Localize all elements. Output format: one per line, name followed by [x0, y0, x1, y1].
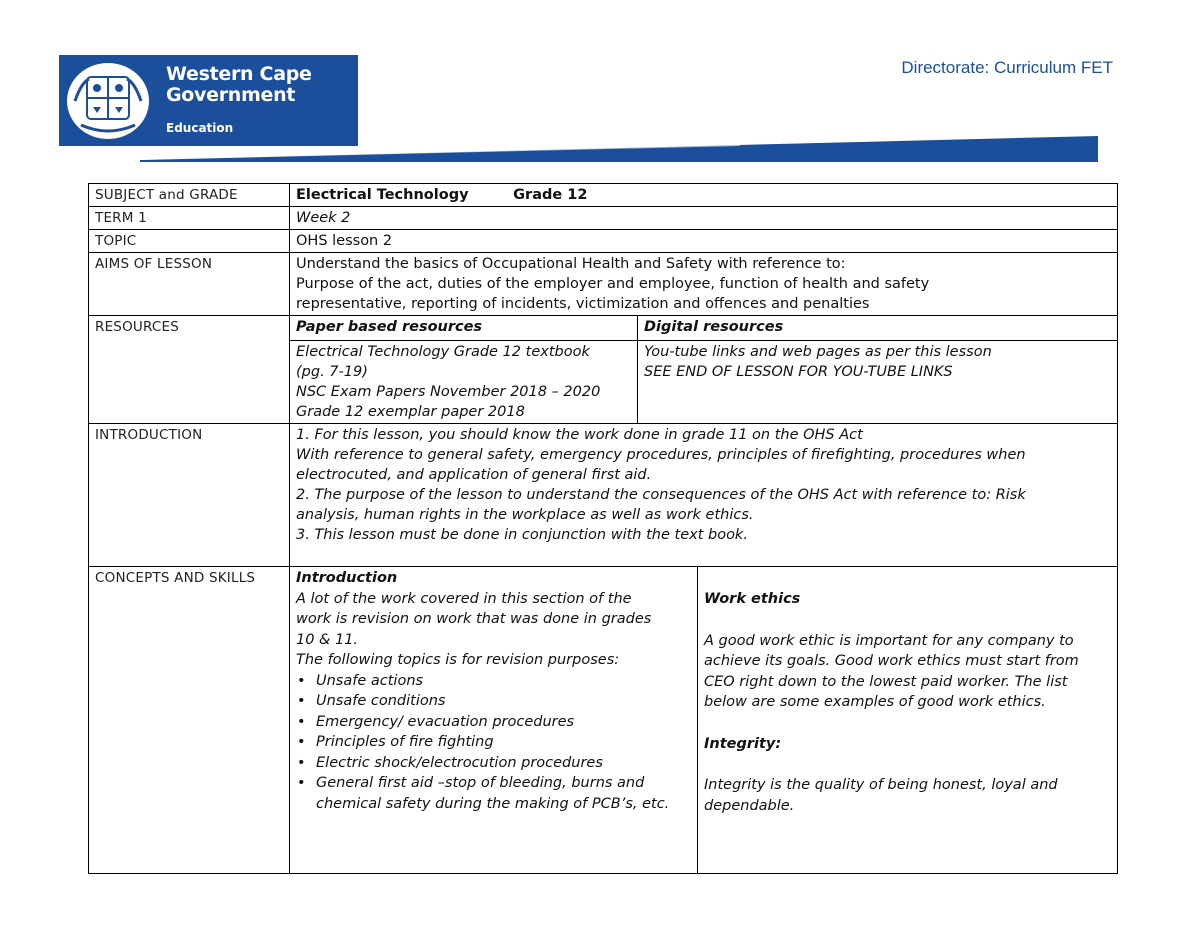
paper-resource: Electrical Technology Grade 12 textbook: [296, 344, 590, 360]
directorate-title: Directorate: Curriculum FET: [901, 58, 1113, 77]
intro-line: electrocuted, and application of general first aid.: [296, 467, 652, 483]
logo-title-line1: Western Cape: [166, 63, 312, 85]
topic-value: OHS lesson 2: [290, 230, 1118, 253]
aims-line: representative, reporting of incidents, victimization and offences and penalties: [296, 296, 870, 312]
concepts-cell: [290, 567, 1118, 874]
intro-line: With reference to general safety, emergency procedures, principles of firefighting, procedures when: [296, 447, 1026, 463]
table-row: [89, 253, 1118, 316]
intro-line: analysis, human rights in the workplace as well as work ethics.: [296, 507, 754, 523]
work-ethics-paragraph: A good work ethic is important for any company to achieve its goals. Good work ethics must start from CEO right down to the lowest paid worker. The list below are some examples of good work ethics.: [704, 632, 1079, 710]
concepts-right-column: [698, 567, 1117, 873]
aims-line: Understand the basics of Occupational Health and Safety with reference to:: [296, 256, 846, 272]
intro-line: 1. For this lesson, you should know the work done in grade 11 on the OHS Act: [296, 427, 863, 443]
table-row: [89, 316, 1118, 424]
lesson-plan-table: [88, 183, 1118, 874]
concepts-line: work is revision on work that was done in grades: [296, 611, 652, 627]
resources-label: RESOURCES: [89, 316, 290, 424]
concepts-label: CONCEPTS AND SKILLS: [89, 567, 290, 874]
coat-of-arms-icon: [65, 61, 151, 141]
concepts-line: 10 & 11.: [296, 631, 359, 648]
paper-resources-heading: Paper based resources: [290, 316, 638, 341]
term-label: TERM 1: [89, 207, 290, 230]
list-item: • Emergency/ evacuation procedures: [316, 712, 691, 733]
paper-resource: Grade 12 exemplar paper 2018: [296, 404, 525, 420]
integrity-heading: Integrity:: [704, 735, 782, 752]
integrity-paragraph: Integrity is the quality of being honest, loyal and dependable.: [704, 777, 1058, 814]
logo-subtitle: Education: [166, 121, 234, 135]
wcg-logo: [59, 55, 358, 146]
work-ethics-heading: Work ethics: [704, 591, 801, 607]
resources-cell: [290, 316, 1118, 424]
aims-label: AIMS OF LESSON: [89, 253, 290, 316]
intro-line: 3. This lesson must be done in conjunction with the text book.: [296, 527, 748, 543]
logo-title-line2: Government: [166, 84, 296, 106]
introduction-heading: Introduction: [296, 570, 398, 586]
paper-resource: (pg. 7-19): [296, 364, 368, 380]
aims-cell: [290, 253, 1118, 316]
digital-resources-list: [638, 341, 1117, 423]
revision-topics-list: [296, 671, 691, 815]
introduction-label: INTRODUCTION: [89, 424, 290, 567]
intro-line: 2. The purpose of the lesson to understand the consequences of the OHS Act with reference to: Risk: [296, 487, 1026, 503]
list-item: • Unsafe actions: [316, 671, 691, 692]
concepts-line: A lot of the work covered in this section of the: [296, 590, 632, 607]
table-row: [89, 424, 1118, 567]
table-row: [89, 230, 1118, 253]
header-swoosh: [140, 136, 1098, 162]
digital-resources-heading: Digital resources: [638, 316, 1117, 341]
concepts-left-column: [290, 567, 698, 873]
list-item: • Principles of fire fighting: [316, 732, 691, 753]
paper-resource: NSC Exam Papers November 2018 – 2020: [296, 384, 601, 400]
digital-resource: SEE END OF LESSON FOR YOU-TUBE LINKS: [644, 364, 953, 380]
term-value: Week 2: [290, 207, 1118, 230]
topic-label: TOPIC: [89, 230, 290, 253]
table-row: [89, 567, 1118, 874]
paper-resources-list: [290, 341, 638, 423]
subject-label: SUBJECT and GRADE: [89, 184, 290, 207]
aims-line: Purpose of the act, duties of the employer and employee, function of health and safety: [296, 276, 930, 292]
introduction-cell: [290, 424, 1118, 567]
grade-value: Grade 12: [513, 187, 588, 203]
list-item: • Unsafe conditions: [316, 691, 691, 712]
subject-value: Electrical Technology: [296, 187, 469, 203]
subject-cell: [290, 184, 1118, 207]
concepts-line: The following topics is for revision purposes:: [296, 652, 620, 668]
list-item: • General first aid –stop of bleeding, burns and chemical safety during the making of PCB’s, etc.: [316, 773, 691, 814]
table-row: [89, 184, 1118, 207]
list-item: • Electric shock/electrocution procedures: [316, 753, 691, 774]
table-row: [89, 207, 1118, 230]
digital-resource: You-tube links and web pages as per this lesson: [644, 344, 992, 360]
